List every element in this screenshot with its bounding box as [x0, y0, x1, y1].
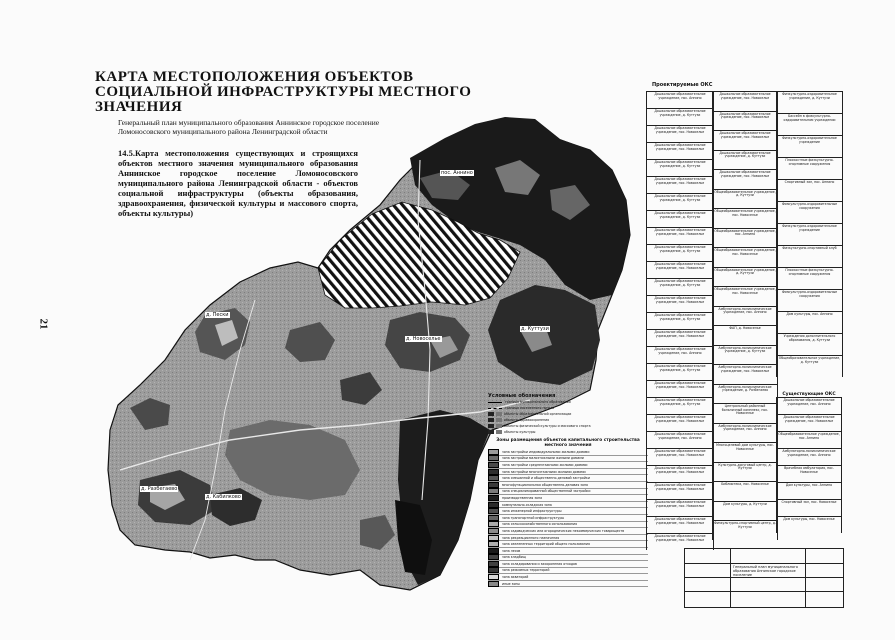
table-cell: Дошкольное образовательное учреждение, пос. Новоселье: [647, 414, 713, 431]
table-cell: Плоскостные физкультурно-спортивные сооружения: [777, 157, 842, 179]
table-cell: Многоцелевой дом культуры, пос. Новоселье: [713, 442, 777, 462]
legend-zone-label: зона кладбищ: [502, 555, 526, 560]
table-cell: Дошкольное образовательное учреждение, пос. Новоселье: [713, 91, 777, 111]
legend-zones-title: Зоны размещения объектов капитального строительства местного значения: [496, 438, 640, 448]
legend-zone-label: зона сельскохозяйственного использования: [502, 522, 578, 527]
table-cell: Дошкольное образовательное учреждение, д. Куттузи: [647, 397, 713, 414]
table-column-2: [712, 91, 778, 540]
table-cell: Дошкольное образовательное учреждение, пос. Новоселье: [713, 130, 777, 150]
table-cell: Амбулаторно-поликлиническое учреждение, пос. Аннино: [713, 306, 777, 326]
legend-zone-label: зона режимных территорий: [502, 568, 550, 573]
legend-boundary-label-2: граница населенного пункта: [505, 406, 555, 410]
legend-zone-label: зона застройки индивидуальными жилыми домами: [502, 449, 590, 454]
legend-zone-label: коммунально-складская зона: [502, 502, 552, 507]
table-cell: Библиотека, пос. Новоселье: [713, 481, 777, 501]
table-cell: Амбулаторно-поликлиническое учреждение, пос. Новоселье: [713, 364, 777, 384]
legend-zone-row: [488, 528, 648, 535]
table-column-3: [776, 91, 843, 377]
table-cell: Учреждения дополнительного образования, д. Куттузи: [777, 333, 842, 355]
table-cell: Амбулаторно-поликлиническое учреждение, пос. Аннино: [777, 448, 841, 465]
table-cell: Дошкольное образовательное учреждение, д. Куттузи: [647, 312, 713, 329]
legend-zone-label: зона застройки многоэтажными жилыми домами: [502, 469, 586, 474]
legend-zone-swatch: [488, 554, 499, 560]
legend-zone-swatch: [488, 508, 499, 514]
legend-zone-swatch: [488, 548, 499, 554]
table-cell: Дошкольное образовательное учреждение, пос. Аннино: [777, 397, 841, 414]
table-cell: Дошкольное образовательное учреждение, пос. Новоселье: [647, 261, 713, 278]
existing-column: [776, 397, 842, 533]
table-cell: Дошкольное образовательное учреждение, пос. Новоселье: [647, 295, 713, 312]
table-cell: Дом культуры, пос. Аннино: [777, 482, 841, 499]
table-cell: Физкультурно-спортивный центр, д. Куттузи: [713, 520, 777, 540]
health-symbol-planned-icon: [496, 418, 502, 423]
legend-zone-list: [488, 449, 648, 587]
legend-zone-label: зона озелененных территорий общего пользования: [502, 542, 590, 547]
legend-zone-row: [488, 469, 648, 476]
legend-zone-row: [488, 535, 648, 542]
stamp-text: Генеральный план муниципального образования Аннинское городское поселение: [733, 565, 798, 577]
legend-zone-row: [488, 548, 648, 555]
table-cell: Дошкольное образовательное учреждение, пос. Новоселье: [647, 448, 713, 465]
table-cell: Дом культуры, пос. Новоселье: [777, 516, 841, 533]
legend-zone-row: [488, 475, 648, 482]
table-cell: ФАП, д. Новоселье: [713, 325, 777, 345]
table-cell: Дошкольное образовательное учреждение, пос. Новоселье: [647, 176, 713, 193]
legend-zone-swatch: [488, 541, 499, 547]
legend-zone-swatch: [488, 462, 499, 468]
table-cell: Общеобразовательное учреждение, пос. Аннино: [777, 431, 841, 448]
table-cell: Общеобразовательное учреждение, д. Куттузи: [713, 189, 777, 209]
legend-zone-row: [488, 449, 648, 456]
legend-zone-swatch: [488, 515, 499, 521]
table-cell: Дошкольное образовательное учреждение, пос. Новоселье: [647, 329, 713, 346]
table-cell: Общеобразовательное учреждение, д. Куттузи: [713, 267, 777, 287]
table-cell: Дошкольное образовательное учреждение, пос. Аннино: [647, 431, 713, 448]
legend-zone-swatch: [488, 449, 499, 455]
table-cell: Дошкольное образовательное учреждение, пос. Новоселье: [647, 380, 713, 397]
table-cell: Амбулаторно-поликлиническое учреждение, д. Разбегаево: [713, 384, 777, 404]
table-cell: Культурно-досуговый центр, д. Куттузи: [713, 462, 777, 482]
legend-zone-row: [488, 495, 648, 502]
legend-zone-row: [488, 515, 648, 522]
table-cell: Физкультурно-спортивный клуб: [777, 245, 842, 267]
legend-zone-row: [488, 561, 648, 568]
legend-zone-swatch: [488, 502, 499, 508]
table-cell: Спортивный зал, пос. Аннино: [777, 179, 842, 201]
map-label-1: д. Пески: [206, 312, 229, 318]
map-title-line-2: СОЦИАЛЬНОЙ ИНФРАСТРУКТУРЫ МЕСТНОГО ЗНАЧЕНИЯ: [95, 84, 472, 115]
title-block-stamp: [684, 548, 844, 608]
map-legend: [488, 393, 648, 586]
table-cell: Дошкольное образовательное учреждение, д. Куттузи: [647, 210, 713, 227]
table-cell: Дошкольное образовательное учреждение, д. Куттузи: [647, 278, 713, 295]
legend-symbol-label-3: объекты физической культуры и массового спорта: [504, 424, 591, 428]
table-header: Проектируемые ОКС: [652, 82, 713, 88]
education-symbol-icon: [488, 412, 494, 417]
table-cell: Дошкольное образовательное учреждение, пос. Аннино: [647, 91, 713, 108]
sport-symbol-icon: [488, 424, 494, 429]
legend-zone-row: [488, 502, 648, 509]
map-label-6: д. Куттузи: [521, 326, 549, 332]
legend-zone-swatch: [488, 495, 499, 501]
table-cell: Физкультурно-оздоровительные сооружения: [777, 201, 842, 223]
legend-zone-swatch: [488, 581, 499, 587]
culture-symbol-planned-icon: [496, 430, 502, 435]
table-cell: Дошкольное образовательное учреждение, д. Куттузи: [647, 363, 713, 380]
legend-zone-row: [488, 581, 648, 588]
legend-title: Условные обозначения: [488, 393, 556, 399]
legend-boundary-label: граница муниципального образования: [505, 400, 571, 404]
table-cell: Общеобразовательное учреждение, пос. Аннино: [713, 228, 777, 248]
table-cell: Дошкольное образовательное учреждение, пос. Новоселье: [647, 125, 713, 142]
boundary-line-icon: [488, 402, 502, 403]
legend-zone-label: зона смешанной и общественно-деловой застройки: [502, 476, 590, 481]
legend-zone-swatch: [488, 482, 499, 488]
table-cell: Дошкольное образовательное учреждение, д. Куттузи: [713, 150, 777, 170]
legend-zone-swatch: [488, 574, 499, 580]
health-symbol-icon: [488, 418, 494, 423]
table-cell: Дошкольное образовательное учреждение, пос. Новоселье: [647, 227, 713, 244]
table-cell: Плоскостные физкультурно-спортивные сооружения: [777, 267, 842, 289]
table-cell: Амбулаторно-поликлиническое учреждение, д. Куттузи: [713, 345, 777, 365]
table-cell: Дошкольное образовательное учреждение, пос. Новоселье: [713, 111, 777, 131]
table-cell: Общеобразовательное учреждение, д. Куттузи: [777, 355, 842, 377]
legend-zone-label: зона акваторий: [502, 575, 529, 580]
legend-symbol-label: объекты образовательной организации: [504, 412, 572, 416]
legend-zone-label: зона садоводческих или огороднических некоммерческих товариществ: [502, 528, 625, 533]
table-cell: Дом культуры, пос. Аннино: [777, 311, 842, 333]
legend-zone-label: зона транспортной инфраструктуры: [502, 515, 564, 520]
legend-zone-swatch: [488, 521, 499, 527]
table-cell: Дошкольное образовательное учреждение, д. Куттузи: [647, 108, 713, 125]
existing-header: Существующие ОКС: [782, 392, 836, 397]
legend-zone-swatch: [488, 561, 499, 567]
legend-zone-label: иные зоны: [502, 581, 520, 586]
legend-zone-swatch: [488, 455, 499, 461]
dashed-line-icon: [488, 408, 502, 409]
table-cell: Физкультурно-оздоровительное учреждение, д. Куттузи: [777, 91, 842, 113]
legend-zone-swatch: [488, 535, 499, 541]
legend-symbol-label-2: объекты здравоохранения: [504, 418, 550, 422]
table-cell: Дом культуры, д. Куттузи: [713, 501, 777, 521]
legend-zone-label: зона специализированной общественной застройки: [502, 489, 591, 494]
legend-zone-label: производственная зона: [502, 495, 543, 500]
table-cell: Дошкольное образовательное учреждение, д. Куттузи: [647, 244, 713, 261]
map-title-line-1: КАРТА МЕСТОПОЛОЖЕНИЯ ОБЪЕКТОВ: [95, 69, 414, 85]
table-cell: Дошкольное образовательное учреждение, пос. Новоселье: [647, 142, 713, 159]
table-cell: Амбулаторно-поликлиническое учреждение, пос. Аннино: [713, 423, 777, 443]
legend-zone-label: зона рекреационного назначения: [502, 535, 560, 540]
legend-zone-row: [488, 508, 648, 515]
table-cell: Общеобразовательное учреждение, пос. Новоселье: [713, 247, 777, 267]
table-cell: Дошкольное образовательное учреждение, пос. Новоселье: [647, 482, 713, 499]
map-subtitle: Генеральный план муниципального образования Аннинское городское поселение Ломоносовского муниципального района Ленинградской области: [118, 118, 380, 136]
table-cell: Физкультурно-оздоровительные сооружения: [777, 289, 842, 311]
legend-zone-swatch: [488, 528, 499, 534]
legend-zone-row: [488, 574, 648, 581]
legend-zone-label: зона инженерной инфраструктуры: [502, 509, 562, 514]
legend-zone-label: зона складирования и захоронения отходов: [502, 561, 577, 566]
legend-zone-label: зона застройки малоэтажными жилыми домами: [502, 456, 584, 461]
legend-zone-label: зона лесов: [502, 548, 521, 553]
table-cell: Общеобразовательное учреждение, пос. Новоселье: [713, 208, 777, 228]
map-description: 14.5.Карта местоположения существующих и строящихся объектов местного значения муниципального образования Аннинское городское поселение Ломоносовского муниципального района Ленинградской области - объектов социальной инфраструктуры (объекты образования, здравоохранения, физической культуры и массового спорта, объекты культуры): [118, 148, 358, 218]
map-label-3: д. Новоселье: [406, 336, 441, 342]
legend-symbol-label-4: объекты культуры: [504, 430, 536, 434]
map-label-5: д. Разбегаево: [141, 486, 178, 492]
legend-zone-row: [488, 522, 648, 529]
table-cell: Центральный районный больничный комплекс, пос. Новоселье: [713, 403, 777, 423]
table-cell: Дошкольное образовательное учреждение, пос. Аннино: [647, 346, 713, 363]
page-number: 21: [37, 318, 50, 330]
legend-zone-row: [488, 541, 648, 548]
culture-symbol-icon: [488, 430, 494, 435]
sport-symbol-planned-icon: [496, 424, 502, 429]
legend-zone-row: [488, 555, 648, 562]
table-cell: Физкультурно-оздоровительное учреждение: [777, 223, 842, 245]
table-cell: Физкультурно-оздоровительное учреждение: [777, 135, 842, 157]
existing-objects-block: [776, 392, 842, 533]
table-cell: Дошкольное образовательное учреждение, д. Куттузи: [647, 159, 713, 176]
legend-zone-label: многофункциональная общественно-деловая зона: [502, 482, 588, 487]
table-cell: Бассейн в физкультурно-оздоровительном учреждении: [777, 113, 842, 135]
legend-symbol-row-4: [488, 429, 648, 435]
map-label-4: д. Кабилково: [206, 494, 241, 500]
legend-zone-swatch: [488, 488, 499, 494]
table-cell: Дошкольное образовательное учреждение, пос. Новоселье: [647, 465, 713, 482]
legend-zone-row: [488, 568, 648, 575]
legend-zone-row: [488, 462, 648, 469]
table-cell: Спортивный зал, пос. Новоселье: [777, 499, 841, 516]
legend-zone-row: [488, 482, 648, 489]
map-label-2: пос. Аннино: [441, 170, 473, 176]
table-cell: Дошкольное образовательное учреждение, д. Куттузи: [647, 193, 713, 210]
table-cell: Врачебная амбулатория, пос. Новоселье: [777, 465, 841, 482]
legend-zone-swatch: [488, 475, 499, 481]
education-symbol-planned-icon: [496, 412, 502, 417]
table-cell: Дошкольное образовательное учреждение, пос. Новоселье: [777, 414, 841, 431]
table-cell: Дошкольное образовательное учреждение, пос. Новоселье: [647, 516, 713, 533]
legend-zone-swatch: [488, 469, 499, 475]
legend-zone-row: [488, 489, 648, 496]
table-cell: Дошкольное образовательное учреждение, пос. Новоселье: [647, 533, 713, 550]
table-cell: Общеобразовательное учреждение, пос. Новоселье: [713, 286, 777, 306]
legend-zone-label: зона застройки среднеэтажными жилыми домами: [502, 462, 588, 467]
table-cell: Дошкольное образовательное учреждение, пос. Новоселье: [647, 499, 713, 516]
table-column-1: [646, 91, 714, 550]
legend-zone-swatch: [488, 567, 499, 573]
legend-zone-row: [488, 456, 648, 463]
table-cell: Дошкольное образовательное учреждение, пос. Новоселье: [713, 169, 777, 189]
